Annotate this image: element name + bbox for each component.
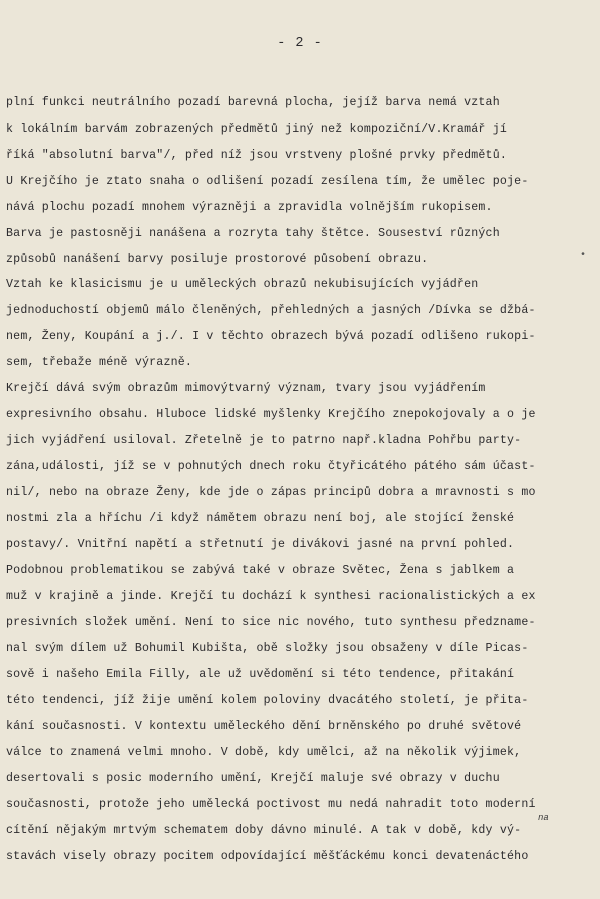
text-line: nil/, nebo na obraze Ženy, kde jde o zápas principů dobra a mravnosti s mo: [6, 486, 536, 499]
text-line: zána,události, jíž se v pohnutých dnech roku čtyřicátého pátého sám účast-: [6, 460, 536, 473]
text-line: válce to znamená velmi mnoho. V době, kdy umělci, až na několik výjimek,: [6, 746, 522, 759]
text-line: Krejčí dává svým obrazům mimovýtvarný význam, tvary jsou vyjádřením: [6, 382, 486, 395]
text-line: způsobů nanášení barvy posiluje prostorové působení obrazu.: [6, 253, 429, 266]
text-line: nostmi zla a hříchu /i když námětem obrazu není boj, ale stojící ženské: [6, 512, 515, 525]
text-line: sem, třebaže méně výrazně.: [6, 356, 193, 369]
text-line: stavách visely obrazy pocitem odpovídající měšťáckému konci devatenáctého: [6, 850, 529, 863]
text-line: této tendenci, jíž žije umění kolem poloviny dvacátého století, je přita-: [6, 694, 529, 707]
text-line: Podobnou problematikou se zabývá také v obraze Světec, Žena s jablkem a: [6, 564, 515, 577]
handwritten-annotation: na: [538, 813, 549, 823]
text-line: kání současnosti. V kontextu uměleckého dění brněnského po druhé světové: [6, 720, 522, 733]
text-line: jednoduchostí objemů málo členěných, přehledných a jasných /Dívka se džbá-: [6, 304, 536, 317]
text-line: Vztah ke klasicismu je u uměleckých obrazů nekubisujících vyjádřen: [6, 278, 479, 291]
text-line: muž v krajině a jinde. Krejčí tu dochází k synthesi racionalistických a ex: [6, 590, 536, 603]
text-line: jich vyjádření usiloval. Zřetelně je to patrno např.kladna Pohřbu party-: [6, 434, 522, 447]
margin-mark: •: [580, 250, 587, 261]
text-line: nává plochu pozadí mnohem výrazněji a zpravidla volnějším rukopisem.: [6, 201, 493, 214]
text-line: nem, Ženy, Koupání a j./. I v těchto obrazech bývá pozadí odlišeno rukopi-: [6, 330, 536, 343]
text-line: U Krejčího je ztato snaha o odlišení pozadí zesílena tím, že umělec poje-: [6, 175, 529, 188]
text-line: k lokálním barvám zobrazených předmětů jiný než kompoziční/V.Kramář jí: [6, 123, 508, 136]
text-line: současnosti, protože jeho umělecká poctivost mu nedá nahradit toto moderní: [6, 798, 536, 811]
text-line: sově i našeho Emila Filly, ale už uvědomění si této tendence, přitakání: [6, 668, 515, 681]
page-number: - 2 -: [277, 36, 323, 51]
text-line: říká "absolutní barva"/, před níž jsou vrstveny plošné prvky předmětů.: [6, 149, 508, 162]
text-line: cítění nějakým mrtvým schematem doby dávno minulé. A tak v době, kdy vý-: [6, 824, 522, 837]
text-line: expresivního obsahu. Hluboce lidské myšlenky Krejčího znepokojovaly a o je: [6, 408, 536, 421]
text-line: presivních složek umění. Není to sice nic nového, tuto synthesu předzname-: [6, 616, 536, 629]
text-line: plní funkci neutrálního pozadí barevná plocha, jejíž barva nemá vztah: [6, 96, 500, 109]
text-line: desertovali s posic moderního umění, Krejčí maluje své obrazy v duchu: [6, 772, 500, 785]
text-line: Barva je pastosněji nanášena a rozryta tahy štětce. Souseství různých: [6, 227, 500, 240]
text-line: postavy/. Vnitřní napětí a střetnutí je divákovi jasné na první pohled.: [6, 538, 515, 551]
text-line: nal svým dílem už Bohumil Kubišta, obě složky jsou obsaženy v díle Picas-: [6, 642, 529, 655]
